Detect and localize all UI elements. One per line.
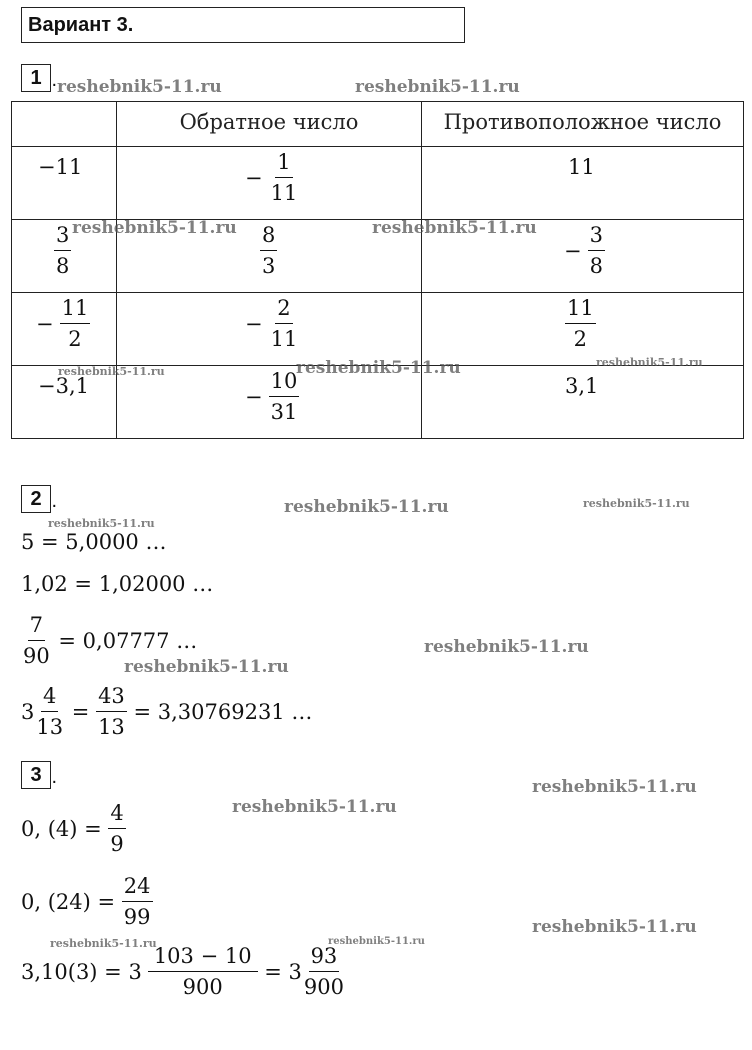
variant-title: Вариант 3. bbox=[21, 7, 465, 43]
section-number-3: 3 . bbox=[21, 761, 51, 789]
table-header-reciprocal: Обратное число bbox=[117, 102, 422, 147]
watermark: reshebnik5-11.ru bbox=[232, 797, 397, 817]
task2-line3: $\frac{7}{90}$ = 0,07777 … bbox=[23, 613, 198, 668]
watermark: reshebnik5-11.ru bbox=[284, 497, 449, 517]
table-cell-opposite: $\frac{11}{2}$ bbox=[422, 293, 744, 366]
table-cell-number: −11 bbox=[12, 147, 117, 220]
watermark: reshebnik5-11.ru bbox=[583, 497, 690, 510]
task2-line4: 3 $\frac{4}{13}$ = $\frac{43}{13}$ = 3,30769231 … bbox=[21, 684, 313, 739]
watermark: reshebnik5-11.ru bbox=[372, 218, 537, 238]
table-cell-reciprocal: − $\frac{1}{11}$ bbox=[117, 147, 422, 220]
table-cell-reciprocal: − $\frac{2}{11}$ bbox=[117, 293, 422, 366]
watermark: reshebnik5-11.ru bbox=[596, 356, 703, 369]
watermark: reshebnik5-11.ru bbox=[532, 917, 697, 937]
watermark: reshebnik5-11.ru bbox=[124, 657, 289, 677]
watermark: reshebnik5-11.ru bbox=[328, 936, 425, 947]
watermark: reshebnik5-11.ru bbox=[72, 218, 237, 238]
numbers-table bbox=[11, 101, 744, 439]
table-cell-number: −3,1 bbox=[12, 366, 117, 439]
section-number-2: 2 . bbox=[21, 485, 51, 513]
task3-line1: 0, (4) = $\frac{4}{9}$ bbox=[21, 801, 124, 856]
watermark: reshebnik5-11.ru bbox=[532, 777, 697, 797]
table-header-opposite: Противоположное число bbox=[422, 102, 744, 147]
watermark: reshebnik5-11.ru bbox=[50, 937, 157, 950]
task2-line1: 5 = 5,0000 … bbox=[21, 530, 167, 554]
table-cell-opposite: 3,1 bbox=[422, 366, 744, 439]
watermark: reshebnik5-11.ru bbox=[57, 77, 222, 97]
watermark: reshebnik5-11.ru bbox=[48, 517, 155, 530]
section-number-1: 1 . bbox=[21, 64, 51, 92]
table-cell-number: $\frac{3}{8}$ bbox=[12, 220, 117, 293]
task3-line2: 0, (24) = $\frac{24}{99}$ bbox=[21, 874, 151, 929]
watermark: reshebnik5-11.ru bbox=[58, 365, 165, 378]
table-cell-reciprocal: $\frac{8}{3}$ bbox=[117, 220, 422, 293]
table-cell-opposite: − $\frac{3}{8}$ bbox=[422, 220, 744, 293]
task3-line3: 3,10(3) = 3 $\frac{103 - 10}{900}$ = 3 $\frac{93}{900}$ bbox=[21, 944, 344, 999]
table-cell-reciprocal: − $\frac{10}{31}$ bbox=[117, 366, 422, 439]
watermark: reshebnik5-11.ru bbox=[424, 637, 589, 657]
watermark: reshebnik5-11.ru bbox=[296, 358, 461, 378]
task2-line2: 1,02 = 1,02000 … bbox=[21, 572, 214, 596]
watermark: reshebnik5-11.ru bbox=[355, 77, 520, 97]
table-cell-number: − $\frac{11}{2}$ bbox=[12, 293, 117, 366]
table-header-empty bbox=[12, 102, 117, 147]
table-cell-opposite: 11 bbox=[422, 147, 744, 220]
